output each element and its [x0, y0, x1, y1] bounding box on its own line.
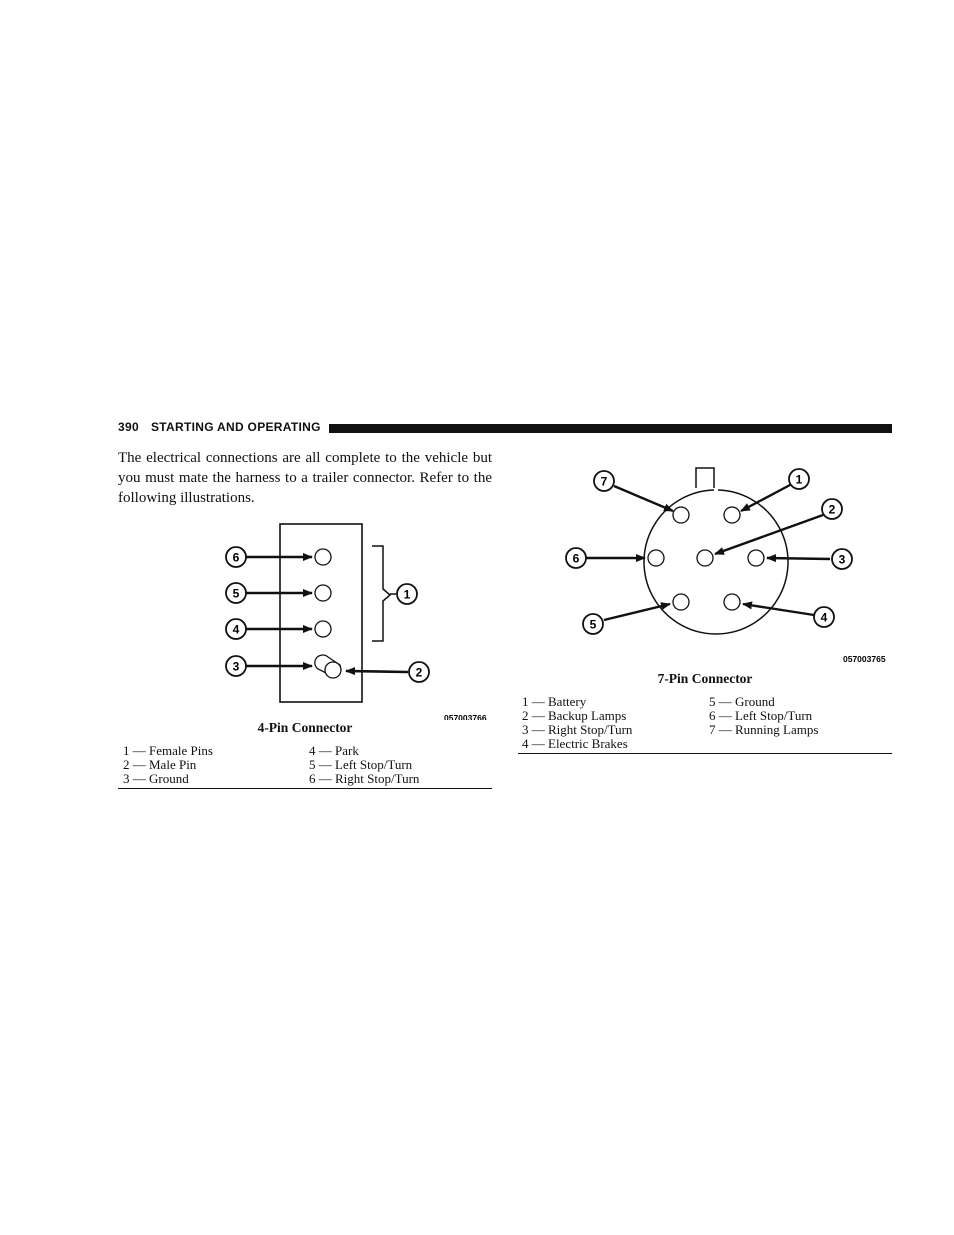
legend-item: 5 — Left Stop/Turn [309, 757, 413, 772]
svg-text:4: 4 [232, 622, 240, 637]
callout-1 [789, 469, 809, 489]
legend-item: 3 — Right Stop/Turn [522, 722, 633, 737]
header-rule-bar [329, 424, 892, 433]
legend-item: 1 — Battery [522, 694, 587, 709]
pin-1 [724, 507, 740, 523]
four-pin-caption: 4-Pin Connector [257, 720, 353, 735]
female-pins-brace [372, 546, 390, 641]
seven-pin-key [696, 468, 714, 488]
callout-5 [226, 583, 246, 603]
intro-paragraph: The electrical connections are all complete to the vehicle but you must mate the harness to a trailer connector. Refer to the following illustrations. [118, 450, 492, 506]
seven-pin-figure-code: 057003765 [843, 654, 886, 664]
callout-4 [814, 607, 834, 627]
pin-3 [748, 550, 764, 566]
pin-6 [315, 549, 331, 565]
legend-item: 6 — Left Stop/Turn [709, 708, 813, 723]
svg-text:2: 2 [828, 502, 836, 517]
pin-2 [697, 550, 713, 566]
callout-2 [822, 499, 842, 519]
four-pin-legend [118, 744, 492, 788]
callout-7 [594, 471, 614, 491]
callout-2 [409, 662, 429, 682]
seven-pin-legend [518, 695, 892, 753]
callout-4 [226, 619, 246, 639]
svg-text:7: 7 [600, 474, 608, 489]
pin-5 [673, 594, 689, 610]
callout-3 [226, 656, 246, 676]
callout-5 [583, 614, 603, 634]
svg-text:4: 4 [820, 610, 828, 625]
svg-text:1: 1 [403, 587, 411, 602]
legend-item: 2 — Male Pin [123, 757, 197, 772]
svg-text:5: 5 [589, 617, 597, 632]
svg-text:6: 6 [572, 551, 580, 566]
legend-item: 5 — Ground [709, 694, 775, 709]
callout-3 [832, 549, 852, 569]
legend-item: 4 — Electric Brakes [522, 736, 628, 751]
seven-pin-housing [644, 490, 788, 634]
callout-6 [226, 547, 246, 567]
four-pin-diagram [118, 515, 498, 720]
legend-item: 2 — Backup Lamps [522, 708, 627, 723]
svg-text:3: 3 [232, 659, 240, 674]
seven-pin-caption: 7-Pin Connector [657, 671, 753, 686]
pin-6 [648, 550, 664, 566]
page-header [118, 420, 892, 436]
pin-4 [724, 594, 740, 610]
legend-item: 3 — Ground [123, 771, 189, 786]
svg-text:2: 2 [415, 665, 423, 680]
svg-text:3: 3 [838, 552, 846, 567]
pin-2 [325, 662, 341, 678]
legend-item: 7 — Running Lamps [709, 722, 819, 737]
four-pin-legend-rule [118, 788, 492, 789]
section-title: STARTING AND OPERATING [151, 420, 321, 434]
pin-4 [315, 621, 331, 637]
callout-6 [566, 548, 586, 568]
svg-text:6: 6 [232, 550, 240, 565]
pin-5 [315, 585, 331, 601]
four-pin-figure-code: 057003766 [444, 713, 487, 720]
seven-pin-legend-rule [518, 753, 892, 754]
page-number: 390 [118, 420, 139, 434]
seven-pin-diagram [540, 460, 892, 670]
callout-1 [397, 584, 417, 604]
legend-item: 6 — Right Stop/Turn [309, 771, 420, 786]
svg-text:5: 5 [232, 586, 240, 601]
svg-text:1: 1 [795, 472, 803, 487]
legend-item: 4 — Park [309, 743, 359, 758]
pin-7 [673, 507, 689, 523]
legend-item: 1 — Female Pins [123, 743, 213, 758]
